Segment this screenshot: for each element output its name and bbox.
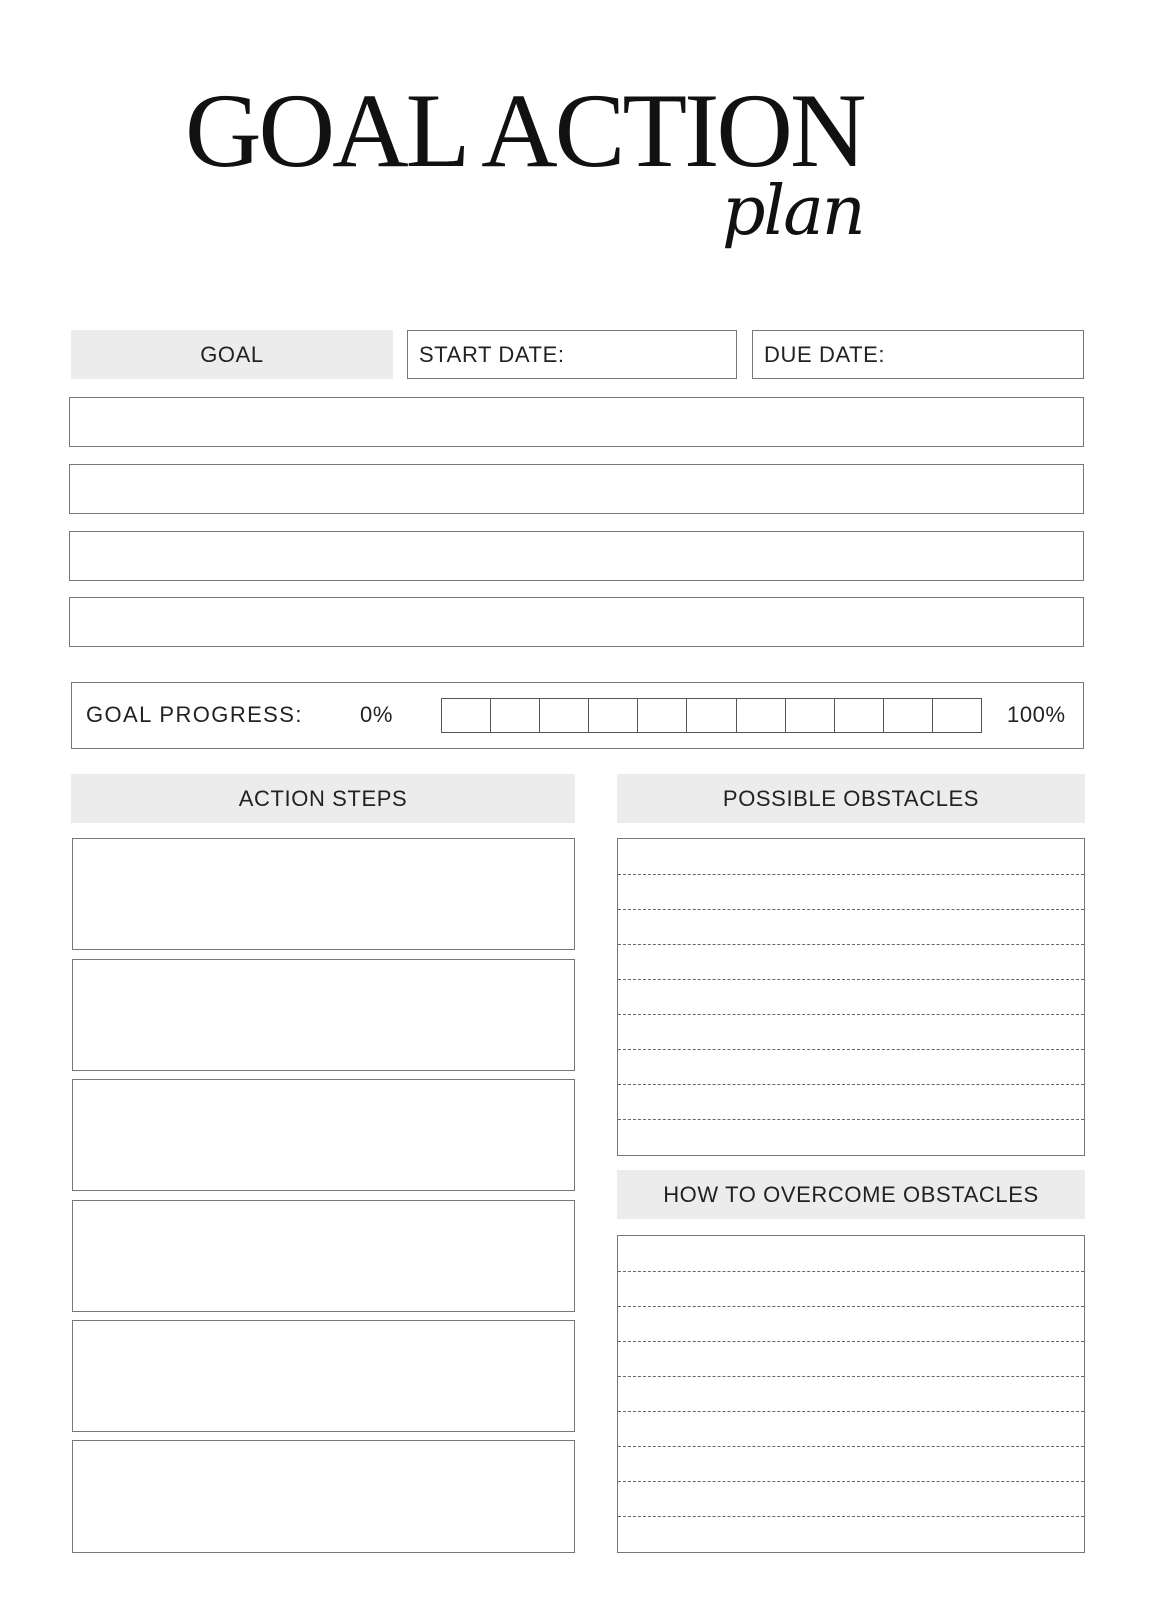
progress-segment[interactable] [834, 699, 883, 732]
possible-obstacles-lines[interactable] [617, 838, 1085, 1156]
progress-end-label: 100% [1007, 702, 1066, 727]
progress-segment[interactable] [736, 699, 785, 732]
writing-line [618, 1306, 1084, 1307]
writing-line [618, 979, 1084, 980]
progress-segment[interactable] [932, 699, 981, 732]
action-step-box[interactable] [72, 838, 575, 950]
writing-line [618, 1341, 1084, 1342]
due-date-label: DUE DATE: [764, 341, 886, 367]
progress-segment[interactable] [785, 699, 834, 732]
writing-line [618, 1376, 1084, 1377]
action-step-box[interactable] [72, 1079, 575, 1191]
writing-line [618, 1271, 1084, 1272]
due-date-field[interactable] [752, 330, 1084, 379]
start-date-field[interactable] [407, 330, 737, 379]
progress-segment[interactable] [883, 699, 932, 732]
writing-line [618, 1084, 1084, 1085]
writing-line [618, 1119, 1084, 1120]
progress-segment[interactable] [637, 699, 686, 732]
start-date-label: START DATE: [419, 341, 565, 367]
action-steps-title: ACTION STEPS [238, 785, 408, 811]
possible-obstacles-header [617, 774, 1085, 823]
progress-segment[interactable] [442, 699, 490, 732]
goal-line[interactable] [69, 397, 1084, 447]
action-step-box[interactable] [72, 959, 575, 1071]
action-step-box[interactable] [72, 1200, 575, 1312]
progress-segment[interactable] [490, 699, 539, 732]
writing-line [618, 1516, 1084, 1517]
goal-line[interactable] [69, 464, 1084, 514]
goal-progress-label: GOAL PROGRESS: [86, 702, 303, 727]
goal-label: GOAL [200, 341, 264, 367]
page-title: GOAL ACTION [185, 72, 864, 189]
goal-line[interactable] [69, 531, 1084, 581]
overcome-obstacles-title: HOW TO OVERCOME OBSTACLES [663, 1181, 1039, 1207]
writing-line [618, 1446, 1084, 1447]
overcome-obstacles-lines[interactable] [617, 1235, 1085, 1553]
overcome-obstacles-header [617, 1170, 1085, 1219]
progress-segment[interactable] [588, 699, 637, 732]
goal-header [71, 330, 393, 379]
goal-line[interactable] [69, 597, 1084, 647]
action-step-box[interactable] [72, 1440, 575, 1553]
writing-line [618, 944, 1084, 945]
progress-segment[interactable] [539, 699, 588, 732]
writing-line [618, 1014, 1084, 1015]
progress-bar[interactable] [441, 698, 982, 733]
action-step-box[interactable] [72, 1320, 575, 1432]
page-subtitle: plan [722, 172, 864, 251]
action-steps-header [71, 774, 575, 823]
writing-line [618, 909, 1084, 910]
possible-obstacles-title: POSSIBLE OBSTACLES [722, 785, 980, 811]
progress-segment[interactable] [686, 699, 735, 732]
writing-line [618, 874, 1084, 875]
writing-line [618, 1049, 1084, 1050]
writing-line [618, 1481, 1084, 1482]
progress-start-label: 0% [360, 702, 393, 727]
writing-line [618, 1411, 1084, 1412]
